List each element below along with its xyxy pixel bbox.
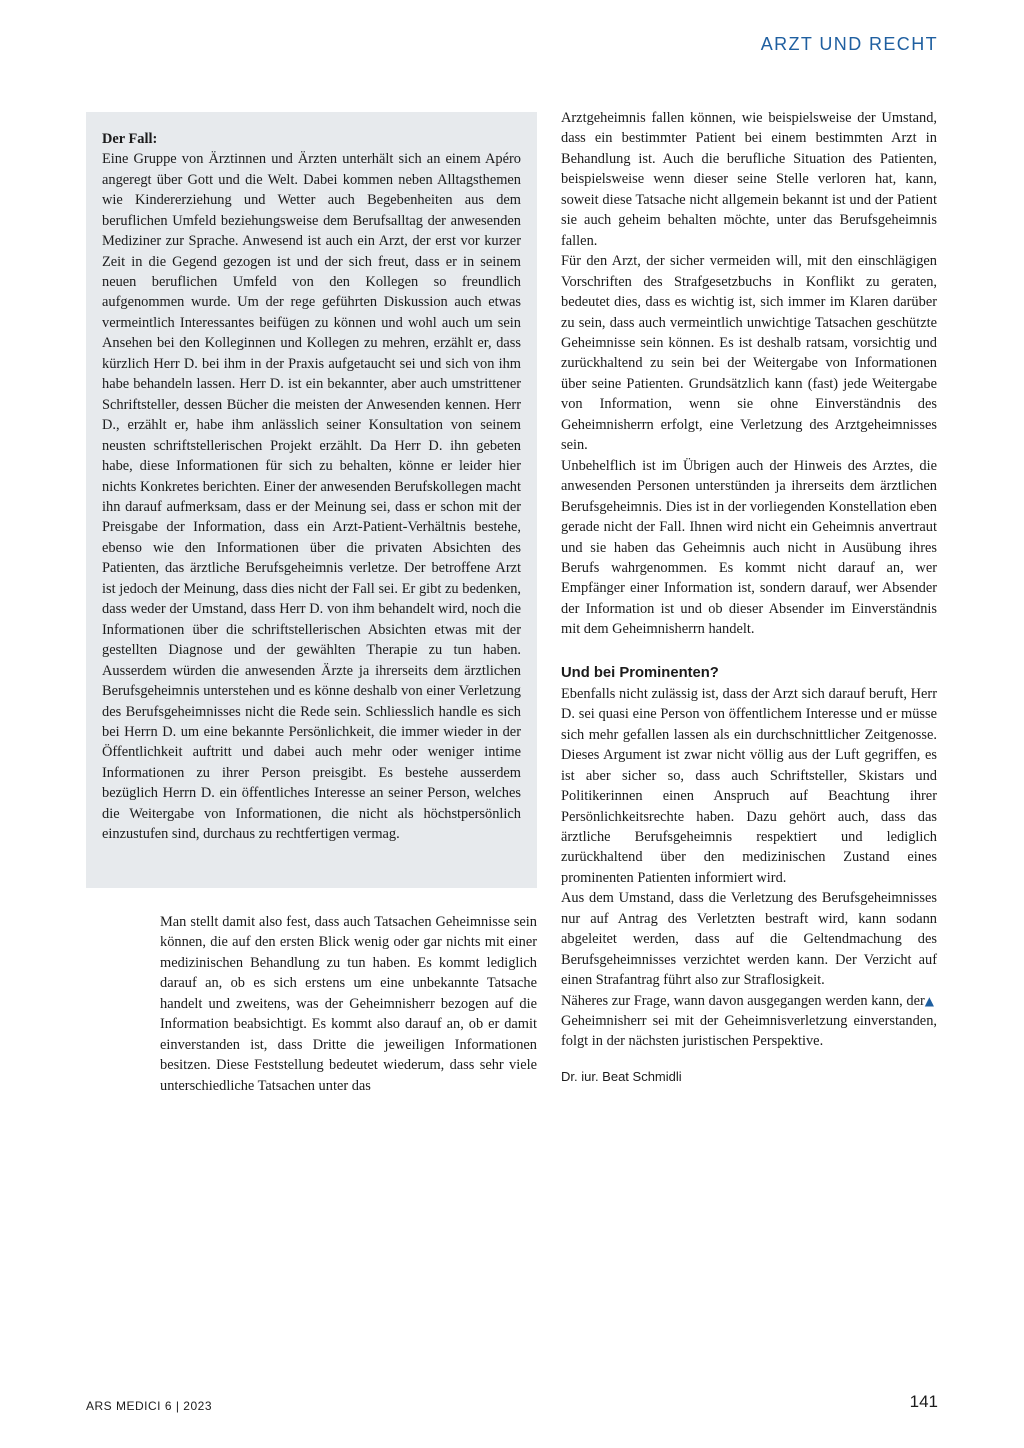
final-paragraph-text: Näheres zur Frage, wann davon ausgegangen werden kann, der Geheimnisherr sei mit der Geheimnisverletzung einverstanden, folgt in der nächsten juristischen Perspektive. [561, 992, 937, 1050]
left-column-text [160, 912, 537, 1096]
author-name: Dr. iur. Beat Schmidli [561, 1068, 682, 1084]
case-text: Eine Gruppe von Ärztinnen und Ärzten unterhält sich an einem Apéro angeregt über Gott und die Welt. Dabei kommen neben Alltagsthemen wie Kindererziehung und Wetter auch Begebenheiten aus dem beruflichen Umfeld beziehungsweise dem Berufsalltag der anwesenden Mediziner zur Sprache. Anwesend ist auch ein Arzt, der erst vor kurzer Zeit in die Gegend gezogen ist und der sich freut, dass er in seinem neuen beruflichen Umfeld von den Kollegen so freundlich aufgenommen wurde. Um der rege geführten Diskussion auch etwas vermeintlich Interessantes beifügen zu können und wohl auch um sein Ansehen bei den Kolleginnen und Kollegen zu mehren, erzählt er, dass kürzlich Herr D. bei ihm in der Praxis aufgetaucht sei und sich von ihm habe behandeln lassen. Herr D. ist ein bekannter, aber auch umstrittener Schriftsteller, dessen Bücher die meisten der Anwesenden kennen. Herr D., erzählt er, habe ihm anlässlich seiner Konsultation von seinem neusten schriftstellerischen Projekt erzählt. Da Herr D. ihn gebeten habe, diese Informationen für sich zu behalten, könne er leider hier nichts Konkretes berichten. Einer der anwesenden Berufskollegen macht ihn darauf aufmerksam, dass er der Meinung sei, dass er schon mit der Preisgabe der Information, dass ein Arzt-Patient-Verhältnis bestehe, ebenso wie den Informationen über die privaten Absichten des Patienten, das ärztliche Berufsgeheimnis verletze. Der betroffene Arzt ist jedoch der Meinung, dass dies nicht der Fall sei. Er gibt zu bedenken, dass weder der Umstand, dass Herr D. von ihm behandelt wird, noch die Informationen über die schriftstellerischen Absichten etwas mit der gestellten Diagnose und der gewählten Therapie zu tun haben. Ausserdem würden die anwesenden Ärzte ja ihrerseits dem ärztlichen Berufsgeheimnis unterstehen und es könne deshalb von einer Verletzung des Berufsgeheimnisses nicht die Rede sein. Schliesslich handle es sich bei Herrn D. um eine bekannte Persönlichkeit, die immer wieder in der Öffentlichkeit auftritt und dabei auch mehr oder weniger intime Informationen zu ihrer Person preisgibt. Es bestehe ausserdem bezüglich Herrn D. ein öffentliches Interesse an seiner Person, welches die Weitergabe von Informationen, die nicht als höchstpersönlich einzustufen sind, durchaus zu rechtfertigen vermag. [102, 151, 521, 843]
body-paragraph: Ebenfalls nicht zulässig ist, dass der Arzt sich darauf beruft, Herr D. sei quasi eine Person von öffentlichem Interesse und er müsse sich mehr gefallen lassen als ein durchschnittlicher Zeitgenosse. Dieses Argument ist zwar nicht völlig aus der Luft gegriffen, es ist aber sicher so, dass auch Schriftsteller, Skistars und Politikerinnen einen Anspruch auf Beachtung ihrer Persönlichkeitsrechte haben. Dazu gehört auch, dass das ärztliche Berufsgeheimnis respektiert und lediglich zurückhaltend über den medizinischen Zustand eines prominenten Patienten informiert wird. [561, 685, 937, 886]
section-title: ARZT UND RECHT [760, 34, 938, 54]
body-paragraph: Man stellt damit also fest, dass auch Tatsachen Geheimnisse sein können, die auf den ersten Blick wenig oder gar nichts mit einer medizinischen Behandlung zu tun haben. Es kommt lediglich darauf an, ob es sich erstens um eine unbekannte Tatsache handelt und zweitens, was der Geheimnisherr bezogen auf die Information beabsichtigt. Es kommt also darauf an, ob er damit einverstanden ist, dass Dritte die jeweiligen Informationen besitzen. Diese Feststellung bedeutet wiederum, dass sehr viele unterschiedliche Tatsachen unter das [160, 914, 537, 1094]
footer-journal: ARS MEDICI 6 | 2023 [86, 1399, 212, 1413]
right-column [561, 108, 937, 1084]
case-box [86, 112, 537, 888]
body-paragraph: Aus dem Umstand, dass die Verletzung des Berufsgeheimnisses nur auf Antrag des Verletzten bestraft wird, kann sodann abgeleitet werden, dass auf die Geltendmachung des Berufsgeheimnisses verzichtet werden kann. Der Verzicht auf einen Strafantrag führt also zur Straflosigkeit. [561, 890, 937, 989]
case-title: Der Fall: [102, 131, 158, 147]
page-number: 141 [909, 1392, 938, 1411]
body-paragraph: Unbehelflich ist im Übrigen auch der Hinweis des Arztes, die anwesenden Personen unterstünden ja ihrerseits dem ärztlichen Berufsgeheimnis. Dies ist in der vorliegenden Konstellation eben gerade nicht der Fall. Ihnen wird nicht ein Geheimnis anvertraut und sie haben das Geheimnis auch nicht in Ausübung ihres Berufs wahrgenommen. Es kommt nicht darauf an, wer Empfänger einer Information ist, sondern darauf, wer Absender der Information ist und ob dieser Absender im Einverständnis mit dem Geheimnisherrn handelt. [561, 457, 937, 638]
body-paragraph: Arztgeheimnis fallen können, wie beispielsweise der Umstand, dass ein bestimmter Patient bei einem bestimmten Arzt in Behandlung ist. Auch die berufliche Situation des Patienten, beispielsweise wenn dieser seine Stelle verloren hat, kann, soweit diese Tatsache nicht allgemein bekannt ist und der Patient sie auch geheim behalten möchte, unter das Berufsgeheimnis fallen. [561, 110, 937, 249]
body-paragraph: Für den Arzt, der sicher vermeiden will, mit den einschlägigen Vorschriften des Strafgesetzbuchs in Konflikt zu geraten, bedeutet dies, dass es wichtig ist, sich immer im Klaren darüber zu sein, dass auch vermeintlich unwichtige Tatsachen geschützte Geheimnisse sein können. Es ist deshalb ratsam, vorsichtig und zurückhaltend zu sein bei der Weitergabe von Informationen über seine Patienten. Grundsätzlich kann (fast) jede Weitergabe von Information, wenn sie ohne Einverständnis des Geheimnisherrn erfolgt, eine Verletzung des Arztgeheimnisses sein. [561, 253, 937, 454]
triangle-end-icon: ▲ [924, 993, 934, 1008]
subheading: Und bei Prominenten? [561, 664, 719, 681]
final-paragraph [561, 991, 937, 1052]
